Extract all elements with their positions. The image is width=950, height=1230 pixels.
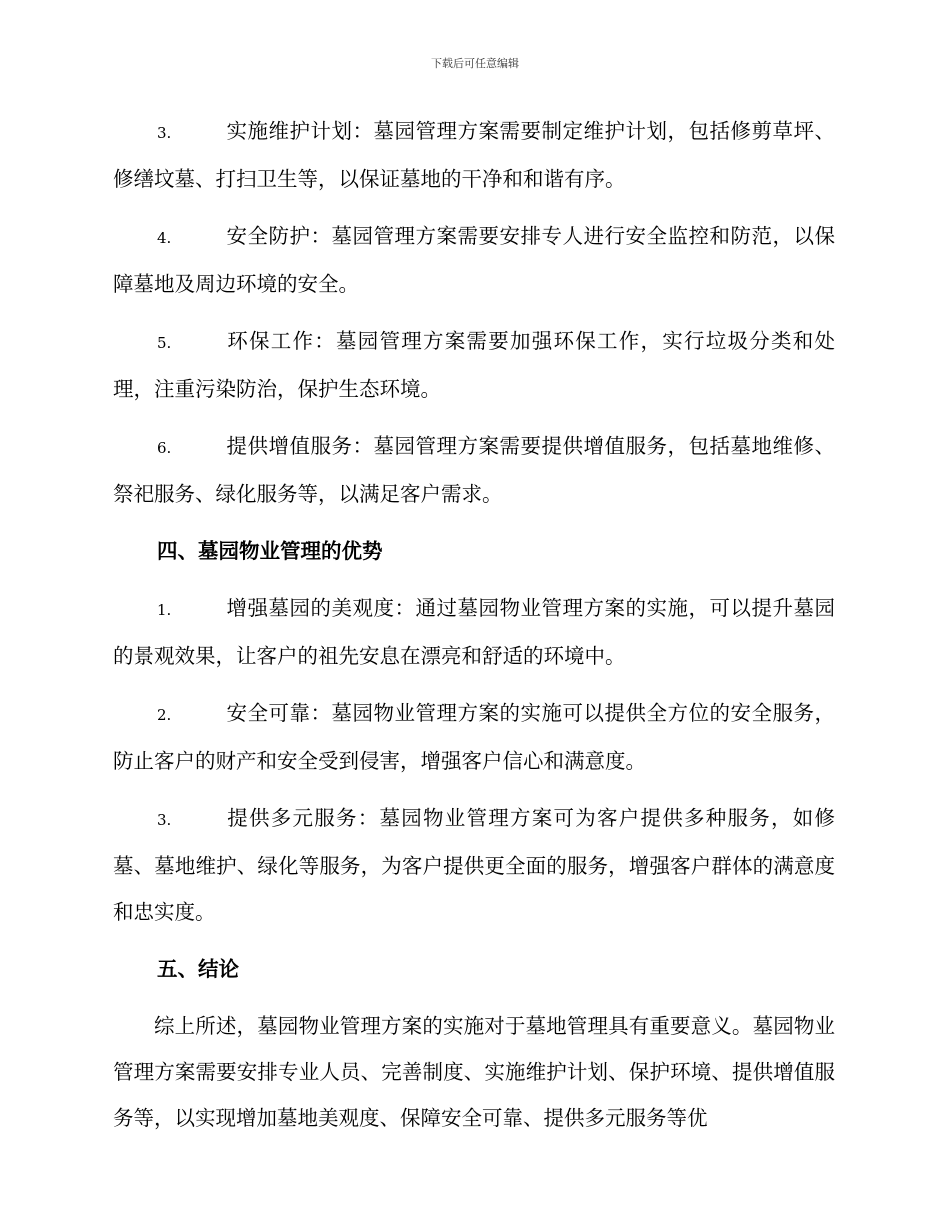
list-item-text: 安全防护：墓园管理方案需要安排专人进行安全监控和防范，以保障墓地及周边环境的安全。 <box>113 224 835 296</box>
list-item <box>113 108 835 202</box>
list-item <box>113 690 835 784</box>
list-item <box>113 213 835 307</box>
list-item-number: 3. <box>157 124 172 142</box>
section-heading: 四、墓园物业管理的优势 <box>157 539 383 563</box>
list-item-number: 6. <box>157 439 172 457</box>
list-item-number: 4. <box>157 229 172 247</box>
list-item-number: 1. <box>157 601 172 619</box>
list-item <box>113 585 835 679</box>
list-item-text: 提供增值服务：墓园管理方案需要提供增值服务，包括墓地维修、祭祀服务、绿化服务等，以满足客户需求。 <box>113 434 835 506</box>
conclusion-paragraph: 综上所述，墓园物业管理方案的实施对于墓地管理具有重要意义。墓园物业管理方案需要安排专业人员、完善制度、实施维护计划、保护环境、提供增值服务等，以实现增加墓地美观度、保障安全可靠、提供多元服务等优 <box>113 1014 835 1130</box>
document-body <box>113 108 835 1141</box>
section-heading: 五、结论 <box>157 957 239 981</box>
list-item-text: 环保工作：墓园管理方案需要加强环保工作，实行垃圾分类和处理，注重污染防治，保护生态环境。 <box>113 329 835 401</box>
list-item-text: 实施维护计划：墓园管理方案需要制定维护计划，包括修剪草坪、修缮坟墓、打扫卫生等，以保证墓地的干净和和谐有序。 <box>113 119 835 191</box>
list-item-text: 提供多元服务：墓园物业管理方案可为客户提供多种服务，如修墓、墓地维护、绿化等服务，为客户提供更全面的服务，增强客户群体的满意度和忠实度。 <box>113 806 835 924</box>
list-item <box>113 795 835 935</box>
list-item <box>113 318 835 412</box>
list-item <box>113 423 835 517</box>
header-note: 下载后可任意编辑 <box>431 57 519 70</box>
list-item-number: 5. <box>157 334 172 352</box>
list-item-number: 3. <box>157 811 172 829</box>
list-item-number: 2. <box>157 706 172 724</box>
list-item-text: 增强墓园的美观度：通过墓园物业管理方案的实施，可以提升墓园的景观效果，让客户的祖先安息在漂亮和舒适的环境中。 <box>113 596 835 668</box>
list-item-text: 安全可靠：墓园物业管理方案的实施可以提供全方位的安全服务，防止客户的财产和安全受到侵害，增强客户信心和满意度。 <box>113 701 835 773</box>
